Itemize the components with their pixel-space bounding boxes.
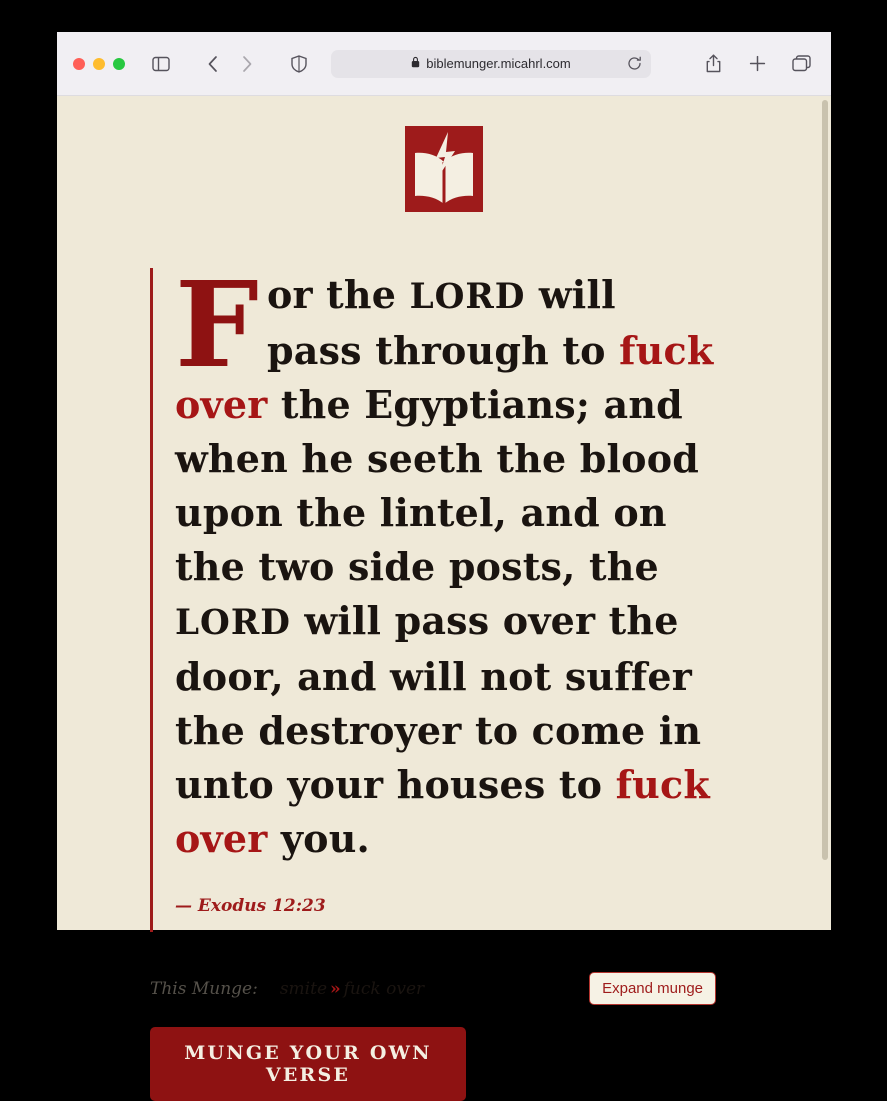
- verse-segment-4: will pass over the door, and will not suffer the destroyer to come in unto your houses to: [175, 598, 702, 807]
- minimize-window-button[interactable]: [93, 58, 105, 70]
- page-content: [57, 96, 831, 1101]
- navigation-controls: [147, 50, 313, 78]
- browser-toolbar: [57, 32, 831, 96]
- lock-icon: [411, 56, 420, 71]
- forward-chevron-icon[interactable]: [233, 50, 261, 78]
- verse-attribution: — Exodus 12:23: [175, 896, 326, 916]
- scrollbar-thumb[interactable]: [822, 100, 828, 860]
- shield-icon[interactable]: [285, 50, 313, 78]
- verse-dropcap: F: [175, 255, 259, 394]
- munge-to-word: fuck over: [343, 978, 425, 999]
- munge-info-row: [150, 972, 716, 1005]
- close-window-button[interactable]: [73, 58, 85, 70]
- zoom-window-button[interactable]: [113, 58, 125, 70]
- sidebar-icon[interactable]: [147, 50, 175, 78]
- plus-icon[interactable]: [743, 50, 771, 78]
- verse-segment-5: you.: [267, 816, 370, 861]
- verse-block: [150, 255, 716, 932]
- reload-icon[interactable]: [627, 56, 643, 72]
- verse-text: [175, 255, 716, 866]
- browser-window: [57, 32, 831, 1086]
- verse-segment-3: the Egyptians; and when he seeth the blood upon the lintel, and on the two side posts, the: [175, 382, 700, 589]
- toolbar-right-controls: [699, 50, 815, 78]
- munge-your-own-verse-button[interactable]: MUNGE YOUR OWN VERSE: [150, 1027, 466, 1101]
- munge-pair: [280, 979, 424, 999]
- address-bar[interactable]: [331, 50, 651, 78]
- site-logo-wrapper: [57, 96, 831, 212]
- munged-word-2: fuck over: [175, 762, 710, 861]
- munge-arrow-icon: »: [330, 978, 341, 999]
- page-scrollbar[interactable]: [819, 96, 831, 930]
- verse-segment-1: or the: [266, 272, 410, 317]
- verse-segment-2: will pass through to: [266, 272, 620, 373]
- window-controls: [73, 58, 125, 70]
- share-icon[interactable]: [699, 50, 727, 78]
- munged-word-1: fuck over: [175, 328, 714, 427]
- bible-lightning-logo[interactable]: [405, 126, 483, 212]
- lord-word-2: LORD: [175, 603, 291, 643]
- munge-label: This Munge:: [150, 978, 258, 999]
- page-viewport: [57, 96, 831, 1086]
- tab-overview-icon[interactable]: [787, 50, 815, 78]
- munge-from-word: smite: [279, 978, 328, 999]
- lord-word-1: LORD: [409, 277, 526, 317]
- back-chevron-icon[interactable]: [199, 50, 227, 78]
- url-text: biblemunger.micahrl.com: [426, 56, 571, 71]
- expand-munge-button[interactable]: Expand munge: [589, 972, 716, 1005]
- address-bar-content: [411, 56, 571, 71]
